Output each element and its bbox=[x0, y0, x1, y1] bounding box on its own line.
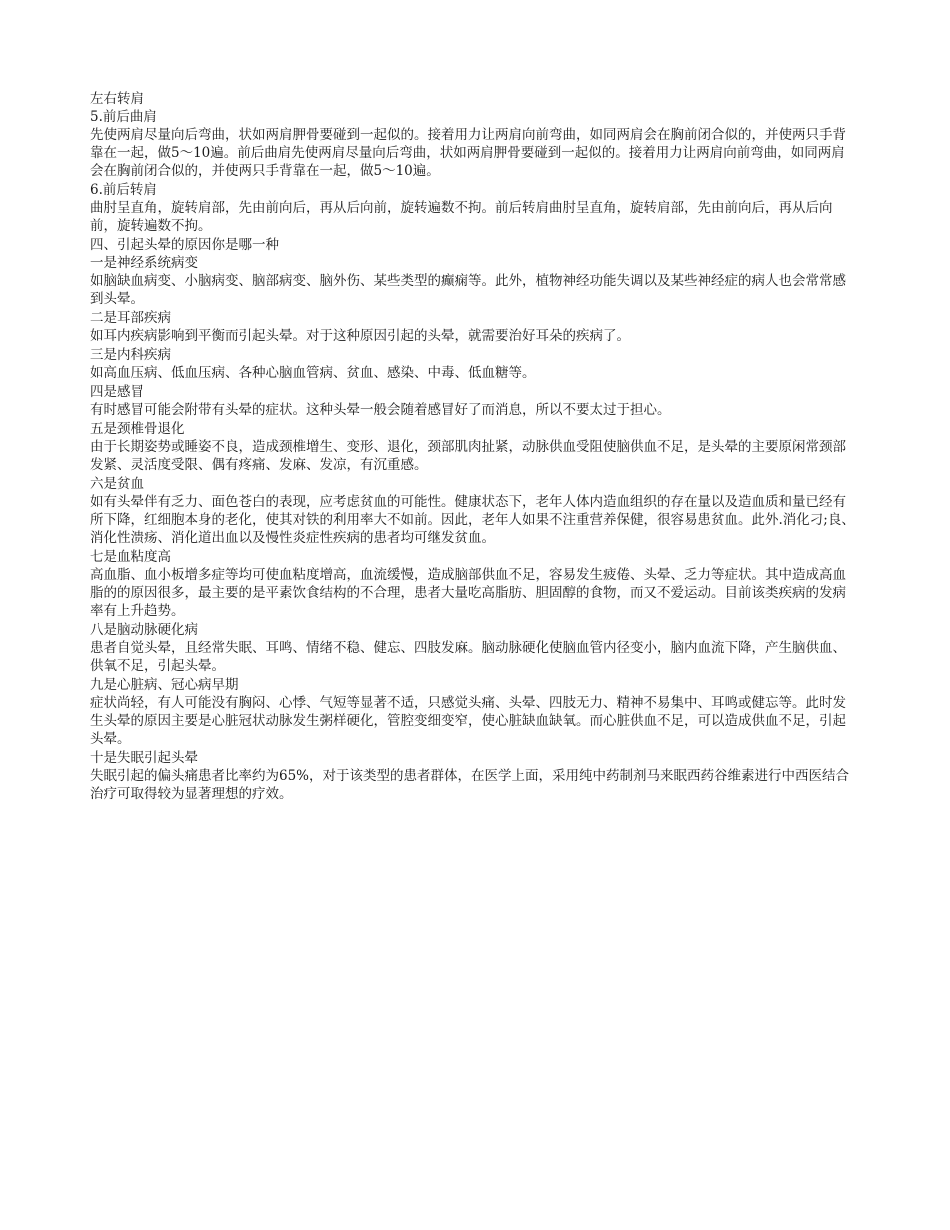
paragraph: 如高血压病、低血压病、各种心脑血管病、贫血、感染、中毒、低血糖等。 bbox=[90, 365, 536, 381]
paragraph: 如有头晕伴有乏力、面色苍白的表现，应考虑贫血的可能性。健康状态下，老年人体内造血组织的存在量以及造血质和量已经有所下降，红细胞本身的老化，使其对铁的利用率大不如前。因此，老年人如果不注重营养保健，很容易患贫血。此外.消化刁;良、消化性溃疡、消化道出血以及慢性炎症性疾病的患者均可继发贫血。 bbox=[90, 494, 855, 546]
section-heading: 四是感冒 bbox=[90, 384, 144, 400]
paragraph: 失眠引起的偏头痛患者比率约为65%，对于该类型的患者群体，在医学上面，采用纯中药制剂马来眠西药谷维素进行中西医结合治疗可取得较为显著理想的疗效。 bbox=[90, 768, 850, 802]
paragraph: 先使两肩尽量向后弯曲，状如两肩胛骨要碰到一起似的。接着用力让两肩向前弯曲，如同两肩会在胸前闭合似的，并使两只手背靠在一起，做5～10遍。前后曲肩先使两肩尽量向后弯曲，状如两肩胛骨要碰到一起似的。接着用力让两肩向前弯曲，如同两肩会在胸前闭合似的，并使两只手背靠在一起，做5～10遍。 bbox=[90, 127, 846, 179]
paragraph: 有时感冒可能会附带有头晕的症状。这种头晕一般会随着感冒好了而消息，所以不要太过于担心。 bbox=[90, 402, 671, 418]
section-heading: 一是神经系统病变 bbox=[90, 255, 198, 271]
section-heading: 二是耳部疾病 bbox=[90, 310, 171, 326]
section-heading: 左右转肩 bbox=[90, 91, 144, 107]
section-heading: 七是血粘度高 bbox=[90, 549, 171, 565]
section-heading: 三是内科疾病 bbox=[90, 347, 171, 363]
section-heading: 五是颈椎骨退化 bbox=[90, 421, 185, 437]
section-heading: 5.前后曲肩 bbox=[90, 109, 157, 125]
section-heading: 八是脑动脉硬化病 bbox=[90, 622, 198, 638]
section-heading: 十是失眠引起头晕 bbox=[90, 750, 198, 766]
paragraph: 如脑缺血病变、小脑病变、脑部病变、脑外伤、某些类型的癫痫等。此外，植物神经功能失调以及某些神经症的病人也会常常感到头晕。 bbox=[90, 273, 846, 307]
paragraph: 高血脂、血小板增多症等均可使血粘度增高，血流缓慢，造成脑部供血不足，容易发生疲倦、头晕、乏力等症状。其中造成高血脂的的原因很多，最主要的是平素饮食结构的不合理，患者大量吃高脂肪、胆固醇的食物，而又不爱运动。目前该类疾病的发病率有上升趋势。 bbox=[90, 567, 846, 619]
document-body bbox=[90, 90, 858, 804]
paragraph: 症状尚轻，有人可能没有胸闷、心悸、气短等显著不适，只感觉头痛、头晕、四肢无力、精神不易集中、耳鸣或健忘等。此时发生头晕的原因主要是心脏冠状动脉发生粥样硬化，管腔变细变窄，使心脏缺血缺氧。而心脏供血不足，可以造成供血不足，引起头晕。 bbox=[90, 695, 846, 747]
paragraph: 曲肘呈直角，旋转肩部，先由前向后，再从后向前，旋转遍数不拘。前后转肩曲肘呈直角，旋转肩部，先由前向后，再从后向前，旋转遍数不拘。 bbox=[90, 200, 833, 234]
section-heading: 6.前后转肩 bbox=[90, 182, 157, 198]
section-heading: 四、引起头晕的原因你是哪一种 bbox=[90, 237, 279, 253]
section-heading: 六是贫血 bbox=[90, 476, 144, 492]
paragraph: 由于长期姿势或睡姿不良，造成颈椎增生、变形、退化，颈部肌肉扯紧，动脉供血受阻使脑供血不足，是头晕的主要原闲常颈部发紧、灵活度受限、偶有疼痛、发麻、发凉，有沉重感。 bbox=[90, 439, 846, 473]
section-heading: 九是心脏病、冠心病早期 bbox=[90, 677, 239, 693]
paragraph: 如耳内疾病影响到平衡而引起头晕。对于这种原因引起的头晕，就需要治好耳朵的疾病了。 bbox=[90, 328, 630, 344]
paragraph: 患者自觉头晕，且经常失眠、耳鸣、情绪不稳、健忘、四肢发麻。脑动脉硬化使脑血管内径变小，脑内血流下降，产生脑供血、供氧不足，引起头晕。 bbox=[90, 640, 846, 674]
